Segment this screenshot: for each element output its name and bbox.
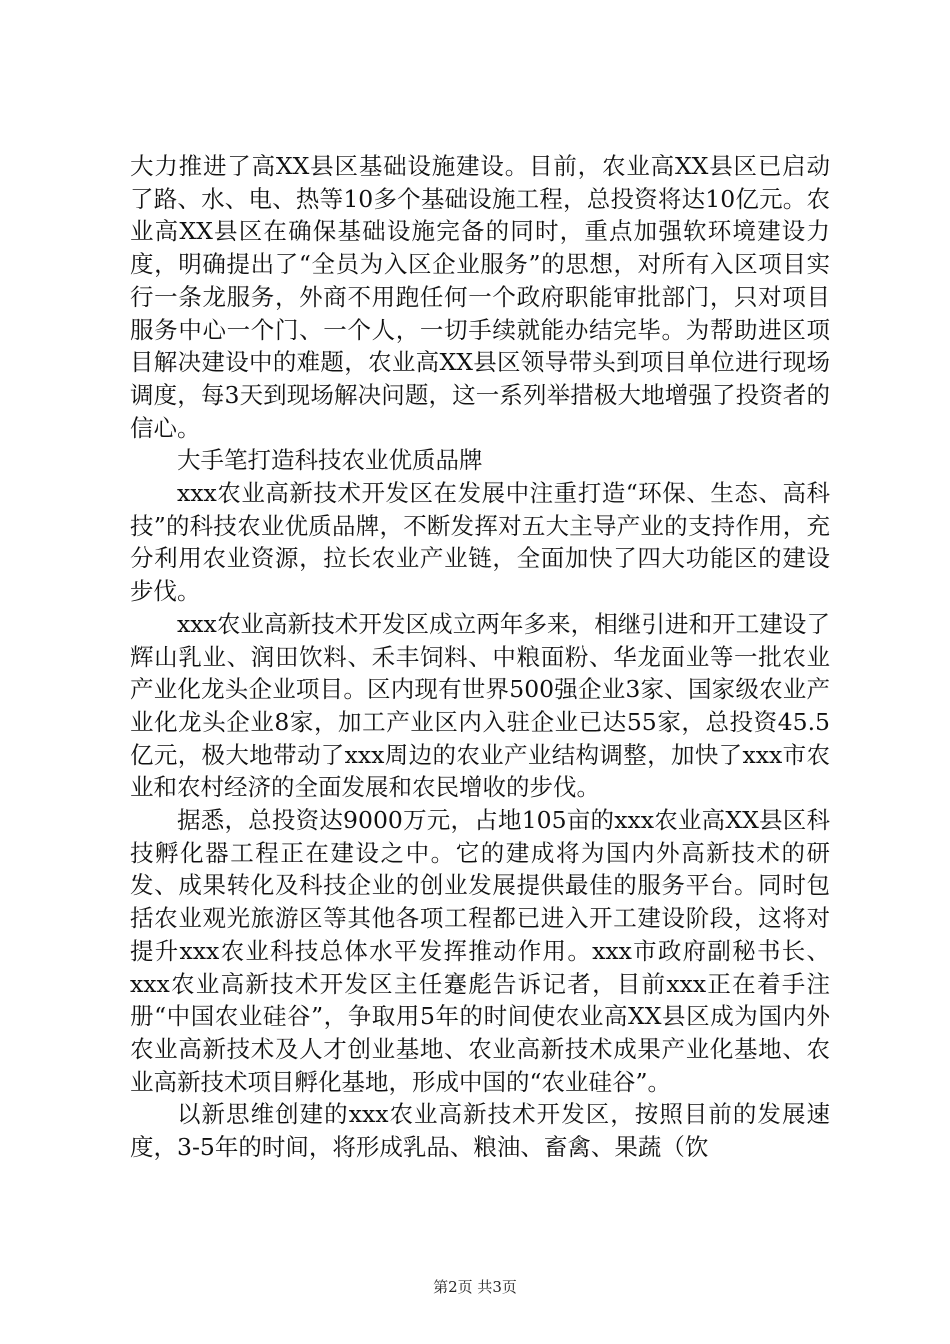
page-footer: 第2页 共3页 <box>433 1278 517 1296</box>
paragraph-1: 大力推进了高XX县区基础设施建设。目前，农业高XX县区已启动了路、水、电、热等10多个基础设施工程，总投资将达10亿元。农业高XX县区在确保基础设施完备的同时，重点加强软环境建设力度，明确提出了“全员为入区企业服务”的思想，对所有入区项目实行一条龙服务，外商不用跑任何一个政府职能审批部门，只对项目服务中心一个门、一个人，一切手续就能办结完毕。为帮助进区项目解决建设中的难题，农业高XX县区领导带头到项目单位进行现场调度，每3天到现场解决问题，这一系列举措极大地增强了投资者的信心。 <box>130 152 830 442</box>
section-heading: 大手笔打造科技农业优质品牌 <box>177 446 483 475</box>
paragraph-4: 据悉，总投资达9000万元，占地105亩的xxx农业高XX县区科技孵化器工程正在建设之中。它的建成将为国内外高新技术的研发、成果转化及科技企业的创业发展提供最佳的服务平台。同时包括农业观光旅游区等其他各项工程都已进入开工建设阶段，这将对提升xxx农业科技总体水平发挥推动作用。xxx市政府副秘书长、xxx农业高新技术开发区主任蹇彪告诉记者，目前xxx正在着手注册“中国农业硅谷”，争取用5年的时间使农业高XX县区成为国内外农业高新技术及人才创业基地、农业高新技术成果产业化基地、农业高新技术项目孵化基地，形成中国的“农业硅谷”。 <box>130 806 830 1096</box>
document-body <box>130 150 830 1164</box>
paragraph-2: xxx农业高新技术开发区在发展中注重打造“环保、生态、高科技”的科技农业优质品牌，不断发挥对五大主导产业的支持作用，充分利用农业资源，拉长农业产业链，全面加快了四大功能区的建设步伐。 <box>130 479 830 606</box>
paragraph-3: xxx农业高新技术开发区成立两年多来，相继引进和开工建设了辉山乳业、润田饮料、禾丰饲料、中粮面粉、华龙面业等一批农业产业化龙头企业项目。区内现有世界500强企业3家、国家级农业产业化龙头企业8家，加工产业区内入驻企业已达55家，总投资45.5亿元，极大地带动了xxx周边的农业产业结构调整，加快了xxx市农业和农村经济的全面发展和农民增收的步伐。 <box>130 609 830 802</box>
paragraph-5: 以新思维创建的xxx农业高新技术开发区，按照目前的发展速度，3-5年的时间，将形成乳品、粮油、畜禽、果蔬（饮 <box>130 1100 830 1162</box>
